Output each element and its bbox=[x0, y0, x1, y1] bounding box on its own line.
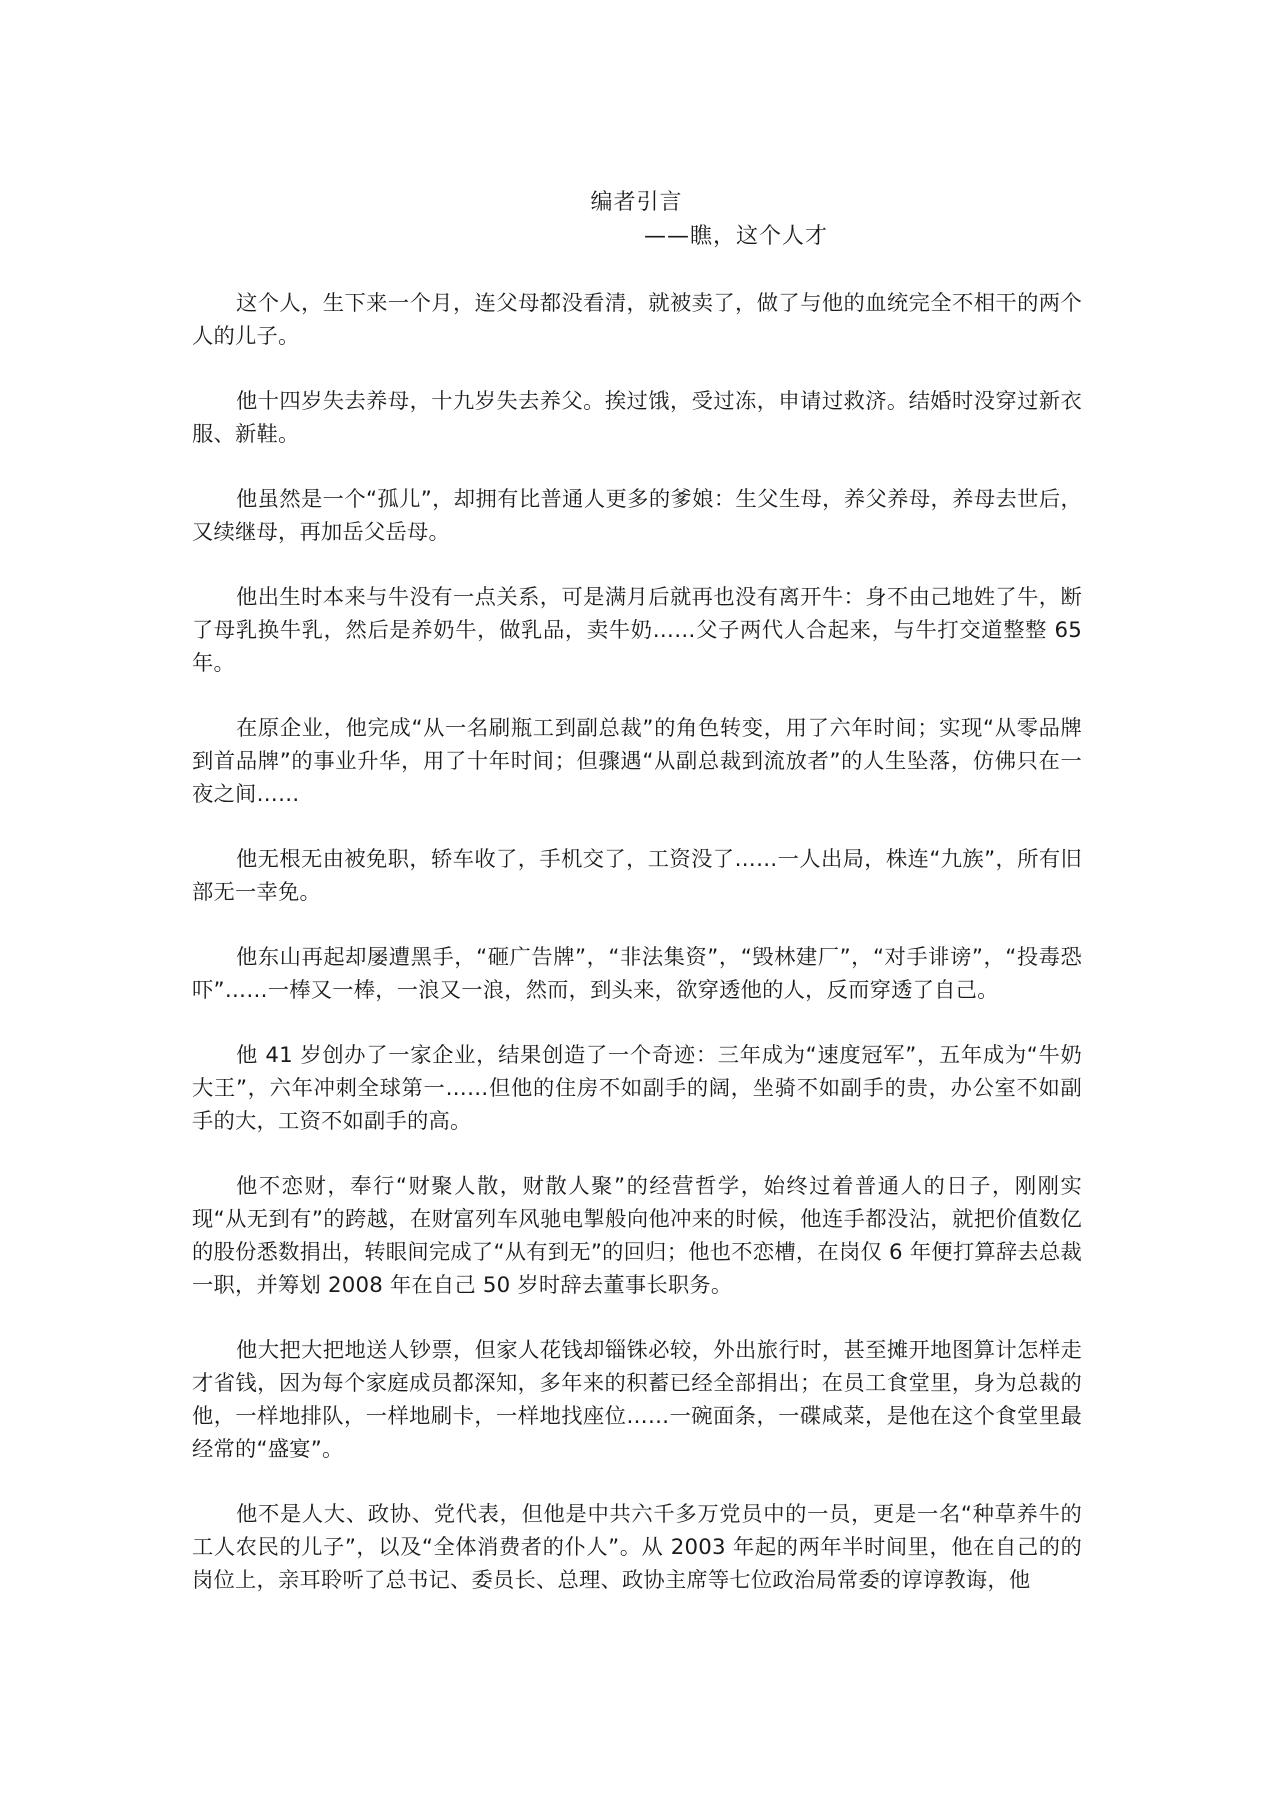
paragraph: 他不是人大、政协、党代表，但他是中共六千多万党员中的一员，更是一名“种草养牛的工人农民的儿子”，以及“全体消费者的仆人”。从 2003 年起的两年半时间里，他在自己的的岗位上，亲耳聆听了总书记、委员长、总理、政协主席等七位政治局常委的谆谆教诲，他 bbox=[192, 1502, 1082, 1593]
paragraph: 他 41 岁创办了一家企业，结果创造了一个奇迹：三年成为“速度冠军”，五年成为“牛奶大王”，六年冲刺全球第一……但他的住房不如副手的阔，坐骑不如副手的贵，办公室不如副手的大，工资不如副手的高。 bbox=[192, 1043, 1082, 1134]
paragraph: 在原企业，他完成“从一名刷瓶工到副总裁”的角色转变，用了六年时间；实现“从零品牌到首品牌”的事业升华，用了十年时间；但骤遇“从副总裁到流放者”的人生坠落，仿佛只在一夜之间…… bbox=[192, 716, 1082, 807]
document-body bbox=[192, 287, 1082, 1629]
paragraph: 这个人，生下来一个月，连父母都没看清，就被卖了，做了与他的血统完全不相干的两个人的儿子。 bbox=[192, 291, 1082, 349]
paragraph: 他出生时本来与牛没有一点关系，可是满月后就再也没有离开牛：身不由己地姓了牛，断了母乳换牛乳，然后是养奶牛，做乳品，卖牛奶……父子两代人合起来，与牛打交道整整 65 年。 bbox=[192, 585, 1082, 676]
paragraph: 他东山再起却屡遭黑手，“砸广告牌”，“非法集资”，“毁林建厂”，“对手诽谤”，“投毒恐吓”……一棒又一棒，一浪又一浪，然而，到头来，欲穿透他的人，反而穿透了自己。 bbox=[192, 945, 1082, 1003]
page-subtitle: ——瞧，这个人才 bbox=[644, 224, 829, 249]
paragraph: 他不恋财，奉行“财聚人散，财散人聚”的经营哲学，始终过着普通人的日子，刚刚实现“从无到有”的跨越，在财富列车风驰电掣般向他冲来的时候，他连手都没沾，就把价值数亿的股份悉数捐出，转眼间完成了“从有到无”的回归；他也不恋槽，在岗仅 6 年便打算辞去总裁一职，并筹划 2008 年在自己 50 岁时辞去董事长职务。 bbox=[192, 1174, 1082, 1298]
paragraph: 他大把大把地送人钞票，但家人花钱却锱铢必较，外出旅行时，甚至摊开地图算计怎样走才省钱，因为每个家庭成员都深知，多年来的积蓄已经全部捐出；在员工食堂里，身为总裁的他，一样地排队，一样地刷卡，一样地找座位……一碗面条，一碟咸菜，是他在这个食堂里最经常的“盛宴”。 bbox=[192, 1338, 1082, 1462]
paragraph: 他十四岁失去养母，十九岁失去养父。挨过饿，受过冻，申请过救济。结婚时没穿过新衣服、新鞋。 bbox=[192, 389, 1082, 447]
paragraph: 他无根无由被免职，轿车收了，手机交了，工资没了……一人出局，株连“九族”，所有旧部无一幸免。 bbox=[192, 847, 1082, 905]
paragraph: 他虽然是一个“孤儿”，却拥有比普通人更多的爹娘：生父生母，养父养母，养母去世后，又续继母，再加岳父岳母。 bbox=[192, 487, 1082, 545]
page-title: 编者引言 bbox=[590, 190, 683, 215]
